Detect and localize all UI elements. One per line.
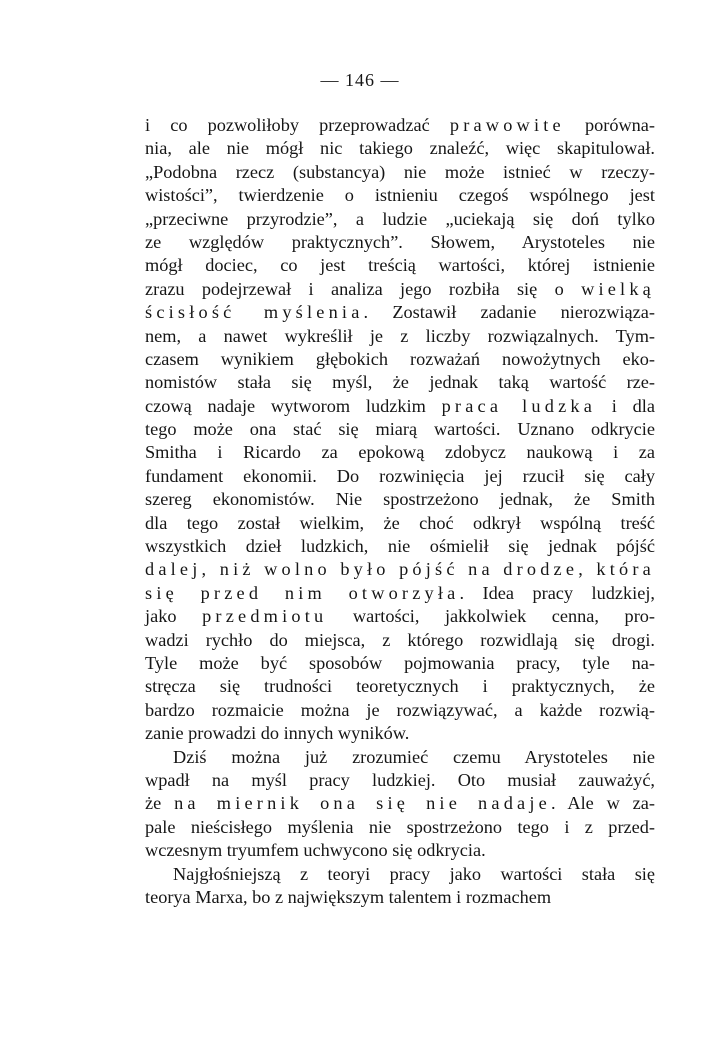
text-run: i co pozwoliłoby przeprowadzać [145, 115, 450, 135]
text-run: zrazu podejrzewał i analiza jego rozbiła się o [145, 278, 582, 299]
text-line [145, 675, 655, 698]
text-run: . Idea pracy ludzkiej, [459, 582, 655, 603]
spaced-emphasis: się przed nim otworzyła [145, 582, 460, 603]
paragraph [145, 114, 655, 746]
text-line [145, 746, 655, 769]
text-line [145, 208, 655, 231]
text-line [145, 348, 655, 371]
text-run: fundament ekonomii. Do rozwinięcia jej rzucił się cały [145, 465, 655, 486]
text-line [145, 652, 655, 675]
text-line [145, 465, 655, 488]
text-line [145, 699, 655, 722]
text-run: wszystkich dzieł ludzkich, nie ośmielił się jednak pójść [145, 536, 655, 557]
spaced-emphasis: przedmiotu [202, 606, 328, 627]
text-run: wistości”, twierdzenie o istnieniu czegoś wspólnego jest [145, 185, 655, 206]
text-line [145, 512, 655, 535]
text-line [145, 441, 655, 464]
text-line [145, 137, 655, 160]
spaced-emphasis: ścisłość myślenia [145, 302, 364, 323]
text-line [145, 395, 655, 418]
text-run: Najgłośniejszą z teoryi pracy jako wartości stała się [173, 863, 655, 884]
text-run: jako [145, 606, 203, 627]
text-line [145, 418, 655, 441]
text-line [145, 254, 655, 277]
text-line [145, 371, 655, 394]
text-run: nomistów stała się myśl, że jednak taką wartość rze- [145, 372, 655, 393]
spaced-emphasis: dalej, niż wolno było pójść na drodze, która [145, 559, 655, 580]
text-run: szereg ekonomistów. Nie spostrzeżono jednak, że Smith [145, 489, 655, 510]
text-line [145, 605, 655, 628]
text-run: bardzo rozmaicie można je rozwiązywać, a każde rozwią- [145, 699, 655, 720]
text-run: teorya Marxa, bo z największym talentem i rozmachem [145, 886, 552, 907]
text-run: tego może ona stać się miarą wartości. Uznano odkrycie [145, 419, 655, 440]
text-run: że [145, 793, 175, 814]
text-run: zanie prowadzi do innych wyników. [145, 723, 410, 744]
text-run: stręcza się trudności teoretycznych i praktycznych, że [145, 676, 655, 697]
body-text [145, 114, 655, 909]
text-line [145, 722, 655, 745]
text-run: nem, a nawet wykreślił je z liczby rozwiązalnych. Tym- [145, 325, 655, 346]
text-line [145, 558, 655, 581]
text-run: Tyle może być sposobów pojmowania pracy, tyle na- [145, 652, 655, 673]
text-line [145, 863, 655, 886]
text-line [145, 114, 655, 137]
text-line [145, 886, 655, 909]
text-run: ze względów praktycznych”. Słowem, Arystoteles nie [145, 231, 655, 252]
text-line [145, 325, 655, 348]
text-line [145, 278, 655, 301]
text-run: Dziś można już zrozumieć czemu Arystoteles nie [173, 746, 655, 767]
text-line [145, 816, 655, 839]
text-run: nia, ale nie mógł nic takiego znaleźć, więc skapitulował. [145, 138, 655, 159]
text-run: . Ale w za- [550, 793, 655, 814]
text-line [145, 488, 655, 511]
text-run: wadzi rychło do miejsca, z którego rozwidlają się drogi. [145, 629, 655, 650]
text-line [145, 161, 655, 184]
text-line [145, 231, 655, 254]
text-line [145, 769, 655, 792]
text-run: wpadł na myśl pracy ludzkiej. Oto musiał zauważyć, [145, 769, 655, 790]
text-run: czową nadaje wytworom ludzkim [145, 395, 442, 416]
text-line [145, 839, 655, 862]
spaced-emphasis: prawowite [449, 115, 565, 135]
text-line [145, 301, 655, 324]
spaced-emphasis: wielką [581, 278, 655, 299]
text-run: i dla [596, 395, 655, 416]
paragraph [145, 746, 655, 863]
text-line [145, 582, 655, 605]
text-run: wartości, jakkolwiek cenna, pro- [327, 606, 656, 627]
text-run: mógł dociec, co jest treścią wartości, której istnienie [145, 255, 655, 276]
page-number: — 146 — [320, 70, 400, 90]
text-run: dla tego został wielkim, że choć odkrył wspólną treść [145, 512, 655, 533]
spaced-emphasis: praca ludzka [441, 395, 597, 416]
paragraph [145, 863, 655, 910]
text-run: czasem wynikiem głębokich rozważań nowożytnych eko- [145, 348, 655, 369]
text-run: wczesnym tryumfem uchwycono się odkrycia. [145, 840, 486, 861]
text-run: porówna- [564, 115, 656, 135]
text-line [145, 535, 655, 558]
text-line [145, 792, 655, 815]
text-run: „przeciwne przyrodzie”, a ludzie „uciekają się doń tylko [145, 208, 655, 229]
spaced-emphasis: na miernik ona się nie nadaje [174, 793, 551, 814]
text-run: „Podobna rzecz (substancya) nie może istnieć w rzeczy- [145, 161, 655, 182]
text-run: Smitha i Ricardo za epokową zdobycz naukową i za [145, 442, 655, 463]
text-run: pale nieścisłego myślenia nie spostrzeżono tego i z przed- [145, 816, 655, 837]
text-line [145, 184, 655, 207]
text-run: . Zostawił zadanie nierozwiąza- [363, 302, 655, 323]
text-line [145, 629, 655, 652]
